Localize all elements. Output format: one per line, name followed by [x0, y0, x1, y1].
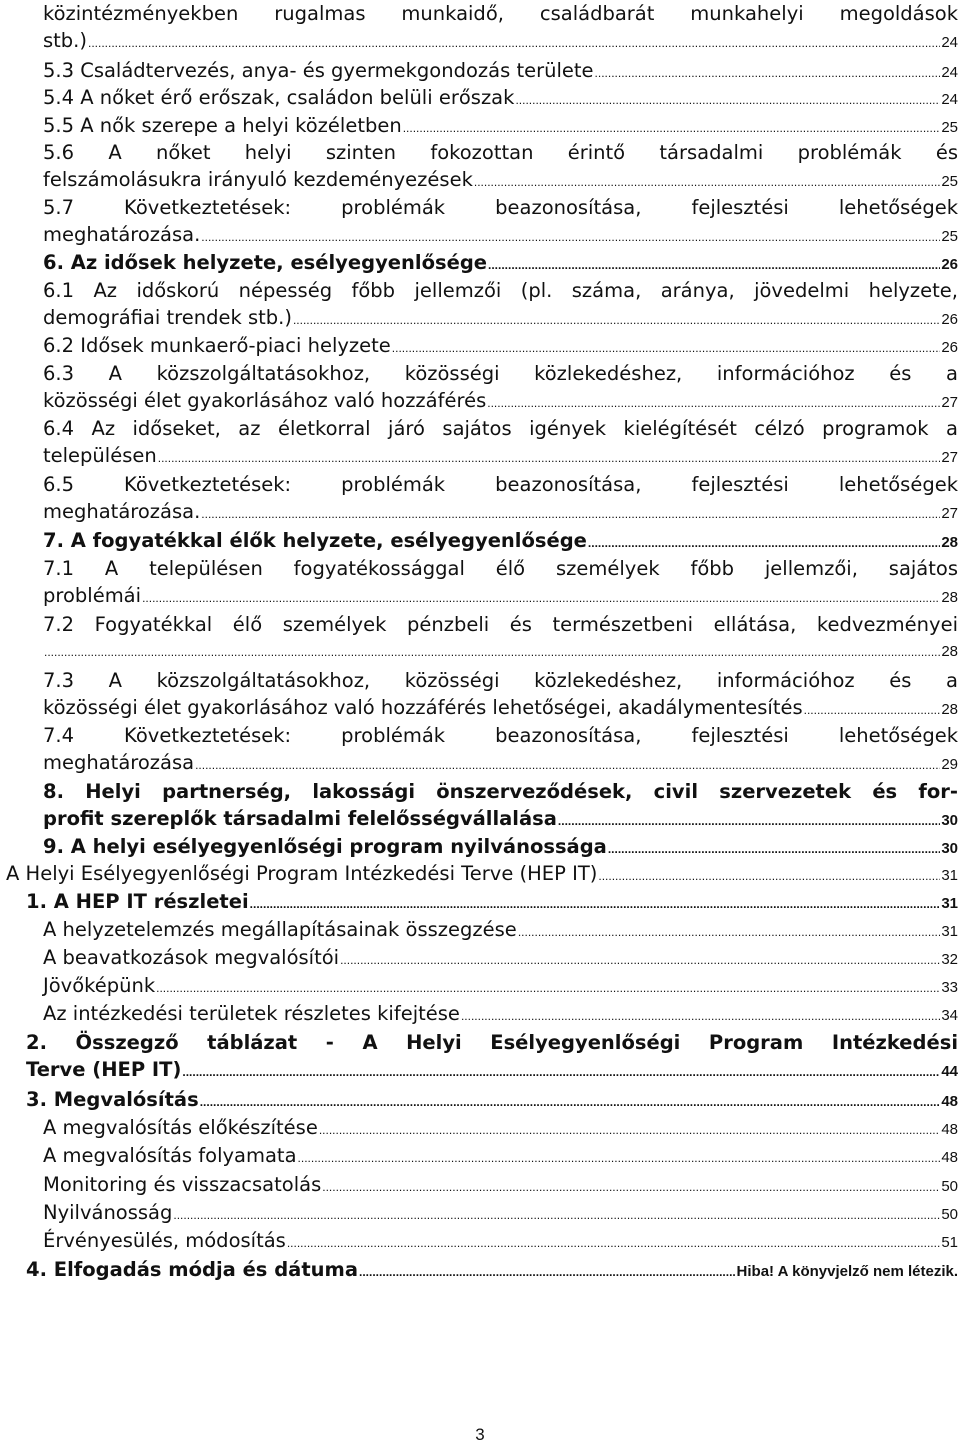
toc-entry[interactable] — [43, 944, 958, 971]
toc-page-number: Hiba! A könyvjelző nem létezik. — [736, 1263, 958, 1280]
toc-page-number: 27 — [941, 394, 958, 411]
toc-entry-text: 5.6 A nőket helyi szinten fokozottan érintő társadalmi problémák és — [43, 141, 958, 164]
toc-entry-text: 7.3 A közszolgáltatásokhoz, közösségi közlekedéshez, információhoz és a — [43, 669, 958, 692]
toc-entry-text: 6.5 Következtetések: problémák beazonosítása, fejlesztési lehetőségek — [43, 473, 958, 496]
toc-page-number: 48 — [941, 1093, 958, 1110]
toc-page-number: 25 — [941, 173, 958, 190]
toc-page-number: 24 — [941, 34, 958, 51]
dot-leader — [558, 808, 940, 835]
dot-leader — [359, 1259, 736, 1286]
toc-page-number: 25 — [941, 119, 958, 136]
toc-entry-text: 6.3 A közszolgáltatásokhoz, közösségi közlekedéshez, információhoz és a — [43, 362, 958, 385]
toc-entry-text: 8. Helyi partnerség, lakossági önszerveződések, civil szervezetek és for- — [43, 780, 958, 803]
toc-page-number: 30 — [941, 840, 958, 857]
dot-leader — [488, 252, 940, 279]
toc-page-number: 50 — [941, 1178, 958, 1195]
toc-entry[interactable] — [43, 527, 958, 554]
toc-entry[interactable] — [26, 1256, 958, 1283]
dot-leader — [200, 1089, 941, 1116]
toc-entry-text: meghatározása. — [43, 223, 201, 246]
toc-entry-text: 7.4 Következtetések: problémák beazonosítása, fejlesztési lehetőségek — [43, 724, 958, 747]
toc-entry-text: 1. A HEP IT részletei — [26, 890, 249, 913]
toc-entry-text: 5.3 Családtervezés, anya- és gyermekgondozás területe — [43, 59, 594, 82]
dot-leader — [173, 1202, 940, 1229]
toc-entry[interactable] — [6, 860, 958, 887]
toc-entry-text: 6.2 Idősek munkaerő-piaci helyzete — [43, 334, 391, 357]
toc-entry-text: közösségi élet gyakorlásához való hozzáférés lehetőségei, akadálymentesítés — [43, 696, 803, 719]
toc-entry[interactable] — [43, 778, 958, 832]
toc-entry[interactable] — [43, 1199, 958, 1226]
toc-entry-text: 7. A fogyatékkal élők helyzete, esélyegyenlősége — [43, 529, 587, 552]
toc-entry[interactable] — [26, 1029, 958, 1083]
toc-entry[interactable] — [26, 888, 958, 915]
toc-entry-text: közintézményekben rugalmas munkaidő, családbarát munkahelyi megoldások — [43, 2, 958, 25]
toc-page-number: 50 — [941, 1206, 958, 1223]
dot-leader — [250, 891, 941, 918]
dot-leader — [322, 1174, 940, 1201]
toc-entry-text: 6.4 Az időseket, az életkorral járó sajátos igények kielégítését célzó programok a — [43, 417, 958, 440]
dot-leader — [195, 752, 940, 779]
toc-entry[interactable] — [43, 277, 958, 331]
toc-entry[interactable] — [43, 360, 958, 414]
toc-page-number: 31 — [941, 895, 958, 912]
toc-entry[interactable] — [43, 139, 958, 193]
toc-page-number: 31 — [941, 867, 958, 884]
toc-entry[interactable] — [43, 249, 958, 276]
toc-entry-text: meghatározása — [43, 751, 195, 774]
toc-entry-text: 4. Elfogadás módja és dátuma — [26, 1258, 359, 1281]
toc-page-number: 27 — [941, 449, 958, 466]
toc-page-number: 34 — [941, 1007, 958, 1024]
dot-leader — [319, 1117, 940, 1144]
toc-entry-text: 7.1 A településen fogyatékossággal élő személyek főbb jellemzői, sajátos — [43, 557, 958, 580]
toc-page-number: 48 — [941, 1121, 958, 1138]
dot-leader — [201, 501, 940, 528]
toc-entry[interactable] — [43, 916, 958, 943]
toc-entry[interactable] — [43, 1227, 958, 1254]
dot-leader — [598, 863, 940, 890]
toc-entry-text: 5.5 A nők szerepe a helyi közéletben — [43, 114, 402, 137]
toc-entry-text: felszámolásukra irányuló kezdeményezések — [43, 168, 473, 191]
toc-entry-text: 9. A helyi esélyegyenlőségi program nyilvánossága — [43, 835, 607, 858]
toc-page-number: 28 — [941, 643, 958, 660]
toc-entry[interactable] — [43, 722, 958, 776]
dot-leader — [595, 60, 941, 87]
toc-page-number: 26 — [941, 339, 958, 356]
toc-page-number: 51 — [941, 1234, 958, 1251]
dot-leader — [487, 390, 940, 417]
toc-page-number: 28 — [941, 701, 958, 718]
toc-entry-text: Érvényesülés, módosítás — [43, 1229, 286, 1252]
toc-entry-text: közösségi élet gyakorlásához való hozzáférés — [43, 389, 487, 412]
toc-page-number: 29 — [941, 756, 958, 773]
toc-entry-text: 5.7 Következtetések: problémák beazonosítása, fejlesztési lehetőségek — [43, 196, 958, 219]
toc-entry-text: 7.2 Fogyatékkal élő személyek pénzbeli és természetbeni ellátása, kedvezményei — [43, 613, 958, 636]
toc-page-number: 28 — [941, 589, 958, 606]
toc-entry-text: A Helyi Esélyegyenlőségi Program Intézkedési Terve (HEP IT) — [6, 862, 598, 885]
toc-entry[interactable] — [43, 1000, 958, 1027]
toc-page-number: 33 — [941, 979, 958, 996]
toc-page-number: 24 — [941, 64, 958, 81]
toc-page-number: 25 — [941, 228, 958, 245]
dot-leader — [287, 1230, 940, 1257]
dot-leader — [88, 30, 940, 57]
toc-entry[interactable] — [43, 0, 958, 54]
toc-entry[interactable] — [43, 112, 958, 139]
toc-entry-text: 6.1 Az időskorú népesség főbb jellemzői (pl. száma, aránya, jövedelmi helyzete, — [43, 279, 958, 302]
toc-page-number: 24 — [941, 91, 958, 108]
toc-entry-text: településen — [43, 444, 157, 467]
toc-entry[interactable] — [43, 1142, 958, 1169]
toc-entry-text: A megvalósítás folyamata — [43, 1144, 297, 1167]
dot-leader — [158, 445, 941, 472]
toc-page-number: 28 — [941, 534, 958, 551]
dot-leader — [293, 307, 940, 334]
dot-leader — [515, 87, 940, 114]
toc-entry-text: 3. Megvalósítás — [26, 1088, 199, 1111]
dot-leader — [461, 1003, 940, 1030]
toc-entry[interactable] — [43, 972, 958, 999]
dot-leader — [182, 1059, 940, 1086]
dot-leader — [608, 836, 940, 863]
dot-leader — [44, 639, 940, 666]
toc-entry-text: A helyzetelemzés megállapításainak összegzése — [43, 918, 517, 941]
dot-leader — [156, 975, 940, 1002]
toc-entry-text: 6. Az idősek helyzete, esélyegyenlősége — [43, 251, 487, 274]
toc-page-number: 27 — [941, 505, 958, 522]
toc-entry[interactable] — [43, 332, 958, 359]
toc-entry-text: A beavatkozások megvalósítói — [43, 946, 340, 969]
toc-page-number: 31 — [941, 923, 958, 940]
toc-entry[interactable] — [43, 57, 958, 84]
dot-leader — [392, 335, 941, 362]
toc-entry-text: Jövőképünk — [43, 974, 156, 997]
dot-leader — [518, 919, 941, 946]
page-number: 3 — [475, 1425, 485, 1444]
dot-leader — [298, 1145, 941, 1172]
toc-page-number: 48 — [941, 1149, 958, 1166]
toc-page-number: 30 — [941, 812, 958, 829]
toc-entry-text: problémái — [43, 584, 142, 607]
toc-entry-text: meghatározása. — [43, 500, 201, 523]
toc-page-number: 26 — [941, 256, 958, 273]
toc-entry-text: demográfiai trendek stb.) — [43, 306, 292, 329]
dot-leader — [804, 697, 941, 724]
toc-entry[interactable] — [43, 1171, 958, 1198]
dot-leader — [403, 115, 941, 142]
toc-entry[interactable] — [43, 833, 958, 860]
toc-entry[interactable] — [43, 84, 958, 111]
toc-page-number: 32 — [941, 951, 958, 968]
dot-leader — [340, 947, 940, 974]
dot-leader — [588, 530, 940, 557]
toc-entry-text: profit szereplők társadalmi felelősségvállalása — [43, 807, 557, 830]
toc-page-number: 26 — [941, 311, 958, 328]
dot-leader — [201, 224, 940, 251]
dot-leader — [474, 169, 940, 196]
toc-entry-text: Terve (HEP IT) — [26, 1058, 182, 1081]
toc-entry-text: 2. Összegző táblázat - A Helyi Esélyegyenlőségi Program Intézkedési — [26, 1031, 958, 1054]
toc-entry[interactable] — [43, 415, 958, 469]
toc-entry[interactable] — [43, 1114, 958, 1141]
toc-entry-text: Az intézkedési területek részletes kifejtése — [43, 1002, 460, 1025]
toc-entry[interactable] — [43, 555, 958, 609]
toc-entry[interactable] — [43, 667, 958, 721]
toc-entry[interactable] — [26, 1086, 958, 1113]
toc-page-number: 44 — [941, 1063, 958, 1080]
toc-entry[interactable] — [43, 194, 958, 248]
toc-entry-text: stb.) — [43, 29, 87, 52]
toc-entry-text: Monitoring és visszacsatolás — [43, 1173, 322, 1196]
dot-leader — [142, 585, 940, 612]
toc-entry-text: A megvalósítás előkészítése — [43, 1116, 318, 1139]
toc-entry[interactable] — [43, 611, 958, 665]
toc-entry-text: 5.4 A nőket érő erőszak, családon belüli erőszak — [43, 86, 515, 109]
toc-entry-text: Nyilvánosság — [43, 1201, 173, 1224]
toc-entry[interactable] — [43, 471, 958, 525]
